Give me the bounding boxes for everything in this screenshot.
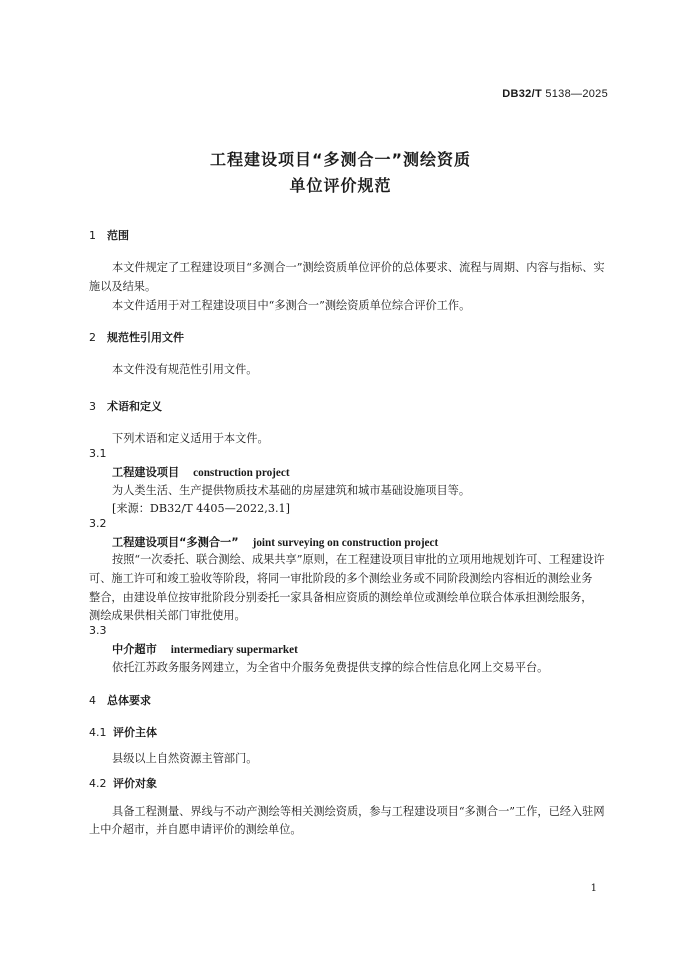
paragraph-line: 本文件没有规范性引用文件。 xyxy=(112,363,258,376)
section-2-heading xyxy=(89,329,184,345)
paragraph-line: 本文件规定了工程建设项目“多测合一”测绘资质单位评价的总体要求、流程与周期、内容与指标、实 xyxy=(112,261,605,274)
term-definition-line: 整合，由建设单位按审批阶段分别委托一家具备相应资质的测绘单位或测绘单位联合体承担测绘服务， xyxy=(89,591,593,604)
paragraph-line: 施以及结果。 xyxy=(89,280,157,293)
section-4-2-heading xyxy=(89,775,157,791)
document-title-line2: 单位评价规范 xyxy=(289,176,392,195)
section-title: 规范性引用文件 xyxy=(107,331,184,344)
term-zh: 工程建设项目 xyxy=(112,466,180,479)
page-number: 1 xyxy=(590,883,597,894)
section-number: 4 xyxy=(89,694,96,707)
paragraph-line: 上中介超市，并自愿申请评价的测绘单位。 xyxy=(89,823,302,836)
term-definition: 为人类生活、生产提供物质技术基础的房屋建筑和城市基础设施项目等。 xyxy=(112,484,471,497)
document-title-line1: 工程建设项目“多测合一”测绘资质 xyxy=(209,150,472,169)
section-1-heading xyxy=(89,227,129,243)
term-en: intermediary supermarket xyxy=(170,644,298,656)
paragraph-line: 县级以上自然资源主管部门。 xyxy=(112,752,258,765)
section-title: 评价主体 xyxy=(113,726,157,739)
term-number: 3.1 xyxy=(89,447,107,460)
term-definition-line: 测绘成果供相关部门审批使用。 xyxy=(89,609,246,622)
section-number: 4.2 xyxy=(89,777,107,790)
section-3-heading xyxy=(89,398,162,414)
paragraph-line: 下列术语和定义适用于本文件。 xyxy=(112,432,269,445)
section-number: 4.1 xyxy=(89,726,107,739)
term-zh: 工程建设项目“多测合一” xyxy=(112,536,239,549)
section-number: 1 xyxy=(89,229,96,242)
section-title: 总体要求 xyxy=(107,694,151,707)
standard-code: 5138—2025 xyxy=(545,88,608,100)
standard-number xyxy=(502,88,608,100)
section-4-heading xyxy=(89,692,151,708)
term-zh: 中介超市 xyxy=(112,643,157,656)
section-4-1-heading xyxy=(89,724,157,740)
term-source: [来源：DB32/T 4405—2022,3.1] xyxy=(112,502,290,515)
term-number: 3.2 xyxy=(89,517,107,530)
term-definition-line: 按照“一次委托、联合测绘、成果共享”原则，在工程建设项目审批的立项用地规划许可、工程建设许 xyxy=(112,553,605,566)
section-title: 术语和定义 xyxy=(107,400,162,413)
term-en: construction project xyxy=(193,467,290,479)
standard-prefix: DB32/T xyxy=(502,88,542,100)
paragraph-line: 具备工程测量、界线与不动产测绘等相关测绘资质，参与工程建设项目“多测合一”工作，已经入驻网 xyxy=(112,805,605,818)
section-title: 范围 xyxy=(107,229,129,242)
term-heading xyxy=(112,464,290,480)
section-number: 3 xyxy=(89,400,96,413)
paragraph-line: 本文件适用于对工程建设项目中“多测合一”测绘资质单位综合评价工作。 xyxy=(112,299,471,312)
term-definition-line: 可、施工许可和竣工验收等阶段，将同一审批阶段的多个测绘业务或不同阶段测绘内容相近的测绘业务 xyxy=(89,572,593,585)
term-en: joint surveying on construction project xyxy=(252,537,439,549)
term-number: 3.3 xyxy=(89,624,107,637)
section-title: 评价对象 xyxy=(113,777,157,790)
section-number: 2 xyxy=(89,331,96,344)
term-heading xyxy=(112,534,438,550)
term-definition: 依托江苏政务服务网建立，为全省中介服务免费提供支撑的综合性信息化网上交易平台。 xyxy=(112,661,549,674)
term-heading xyxy=(112,641,298,657)
